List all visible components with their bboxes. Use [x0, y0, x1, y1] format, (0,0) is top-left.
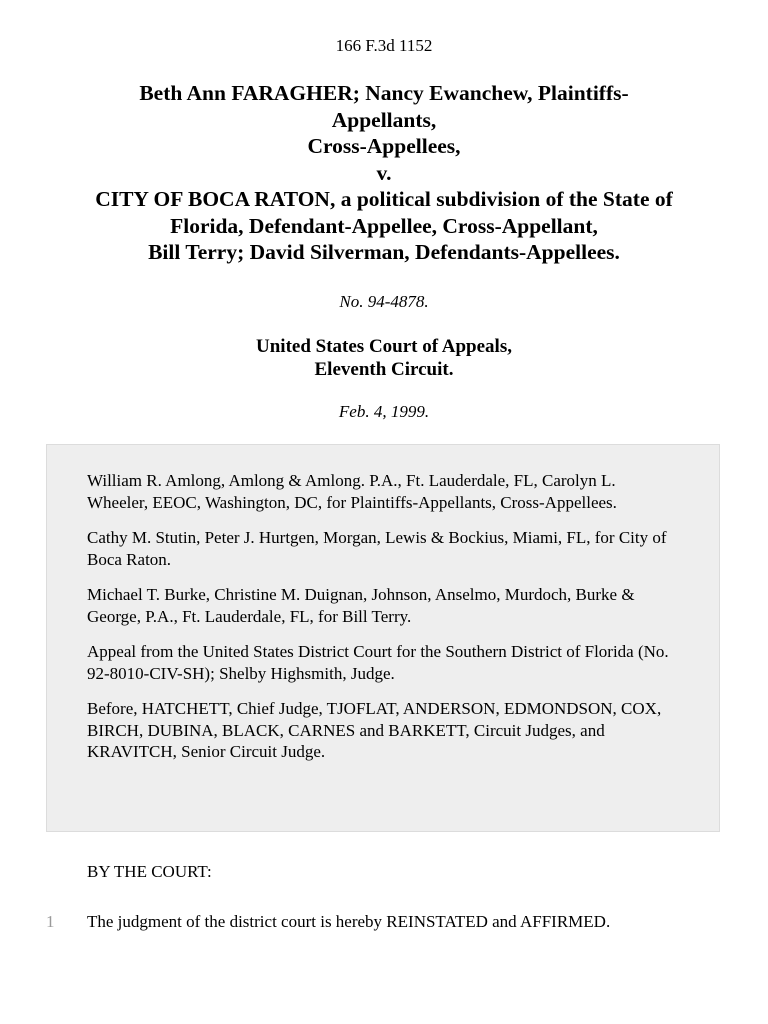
case-caption — [20, 80, 748, 266]
caption-line: Cross-Appellees, — [307, 134, 461, 158]
appeal-origin: Appeal from the United States District Court for the Southern District of Florida (No. 92-8010-CIV-SH); Shelby Highsmith, Judge. — [87, 642, 669, 683]
court-name-line: Eleventh Circuit. — [314, 359, 454, 380]
caption-line: Appellants, — [331, 107, 437, 132]
caption-line: Beth Ann FARAGHER; Nancy Ewanchew, Plaintiffs- — [139, 81, 629, 105]
decision-date: Feb. 4, 1999. — [338, 402, 430, 421]
caption-line: v. — [376, 160, 392, 185]
court-name — [0, 335, 768, 381]
counsel-terry: Michael T. Burke, Christine M. Duignan, Johnson, Anselmo, Murdoch, Burke & George, P.A., Ft. Lauderdale, FL, for Bill Terry. — [87, 585, 635, 626]
counsel-info-box — [46, 444, 720, 832]
caption-line: Florida, Defendant-Appellee, Cross-Appellant, — [170, 213, 598, 238]
docket-number: No. 94-4878. — [339, 292, 429, 311]
panel-judges: Before, HATCHETT, Chief Judge, TJOFLAT, ANDERSON, EDMONDSON, COX, BIRCH, DUBINA, BLACK, CARNES and BARKETT, Circuit Judges, and KRAVITCH, Senior Circuit Judge. — [87, 699, 662, 761]
caption-line: Bill Terry; David Silverman, Defendants-Appellees. — [148, 240, 620, 264]
caption-line: CITY OF BOCA RATON, a political subdivision of the State of — [95, 187, 673, 211]
paragraph-text: The judgment of the district court is hereby REINSTATED and AFFIRMED. — [87, 912, 611, 931]
opinion-heading: BY THE COURT: — [87, 862, 212, 881]
counsel-city: Cathy M. Stutin, Peter J. Hurtgen, Morgan, Lewis & Bockius, Miami, FL, for City of Boca Raton. — [87, 528, 667, 569]
paragraph-number: 1 — [46, 912, 55, 931]
counsel-plaintiffs: William R. Amlong, Amlong & Amlong. P.A., Ft. Lauderdale, FL, Carolyn L. Wheeler, EEOC, Washington, DC, for Plaintiffs-Appellants, Cross-Appellees. — [87, 471, 617, 512]
court-name-line: United States Court of Appeals, — [256, 336, 512, 357]
case-citation: 166 F.3d 1152 — [335, 36, 433, 55]
